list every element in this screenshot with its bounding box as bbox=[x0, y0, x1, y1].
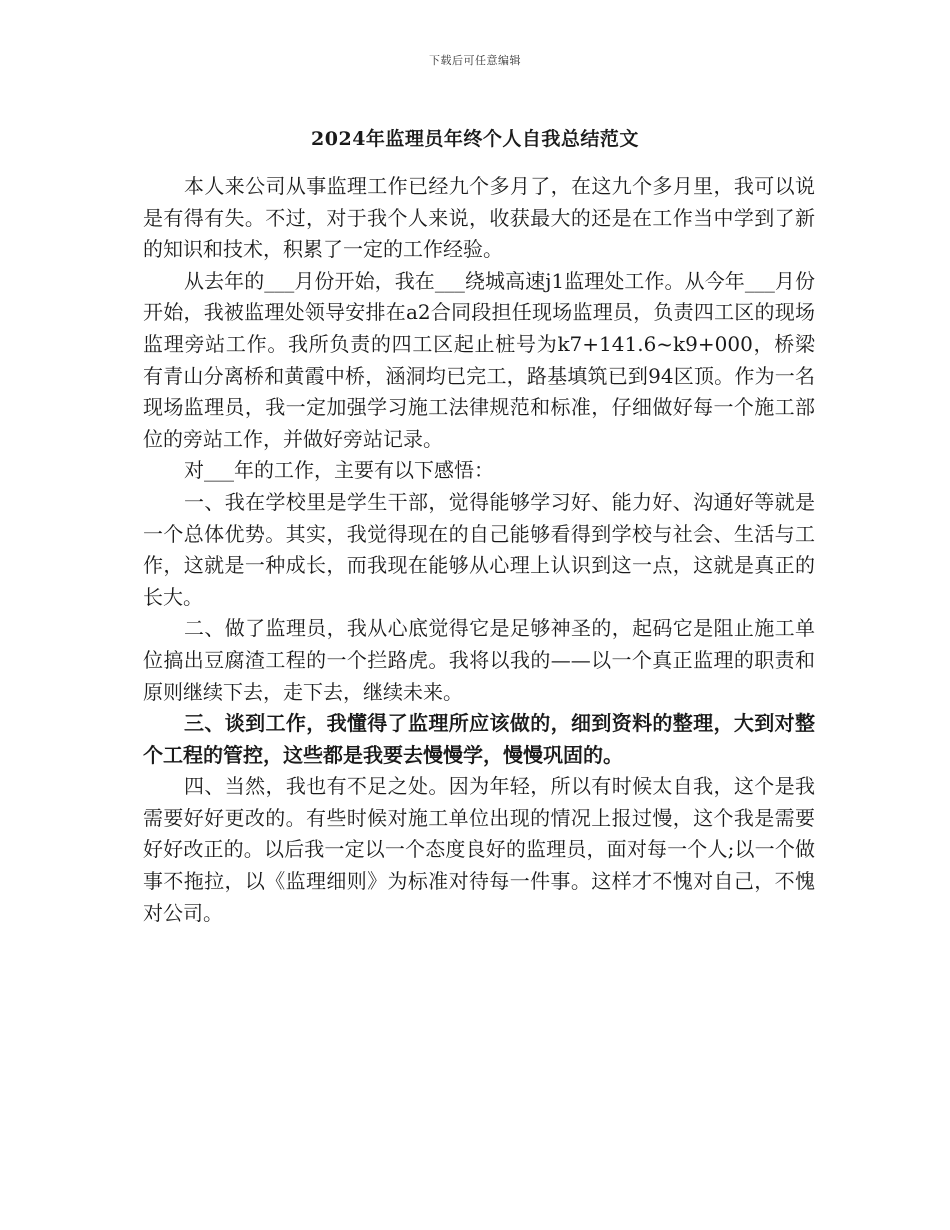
paragraph-reflections-lead: 对___年的工作，主要有以下感悟： bbox=[184, 458, 494, 483]
paragraph-point-one: 一、我在学校里是学生干部，觉得能够学习好、能力好、沟通好等就是一个总体优势。其实，我觉得现在的自己能够看得到学校与社会、生活与工作，这就是一种成长，而我现在能够从心理上认识到这一点，这就是真正的长大。 bbox=[143, 489, 815, 609]
paragraph-intro: 本人来公司从事监理工作已经九个多月了，在这九个多月里，我可以说是有得有失。不过，对于我个人来说，收获最大的还是在工作当中学到了新的知识和技术，积累了一定的工作经验。 bbox=[143, 174, 815, 262]
paragraph-point-three: 三、谈到工作，我懂得了监理所应该做的，细到资料的整理，大到对整个工程的管控，这些都是我要去慢慢学，慢慢巩固的。 bbox=[143, 711, 815, 767]
document-body bbox=[143, 171, 815, 929]
paragraph-work-experience: 从去年的___月份开始，我在___绕城高速j1监理处工作。从今年___月份开始，我被监理处领导安排在a2合同段担任现场监理员，负责四工区的现场监理旁站工作。我所负责的四工区起止桩号为k7+141.6~k9+000，桥梁有青山分离桥和黄霞中桥，涵洞均已完工，路基填筑已到94区顶。作为一名现场监理员，我一定加强学习施工法律规范和标准，仔细做好每一个施工部位的旁站工作，并做好旁站记录。 bbox=[143, 268, 815, 451]
document-title: 2024年监理员年终个人自我总结范文 bbox=[311, 128, 639, 150]
paragraph-point-four: 四、当然，我也有不足之处。因为年轻，所以有时候太自我，这个是我需要好好更改的。有些时候对施工单位出现的情况上报过慢，这个我是需要好好改正的。以后我一定以一个态度良好的监理员，面对每一个人;以一个做事不拖拉，以《监理细则》为标准对待每一件事。这样才不愧对自己，不愧对公司。 bbox=[143, 774, 815, 925]
paragraph-point-two: 二、做了监理员，我从心底觉得它是足够神圣的，起码它是阻止施工单位搞出豆腐渣工程的一个拦路虎。我将以我的——以一个真正监理的职责和原则继续下去，走下去，继续未来。 bbox=[143, 616, 815, 704]
page-header-note: 下载后可任意编辑 bbox=[429, 54, 521, 67]
